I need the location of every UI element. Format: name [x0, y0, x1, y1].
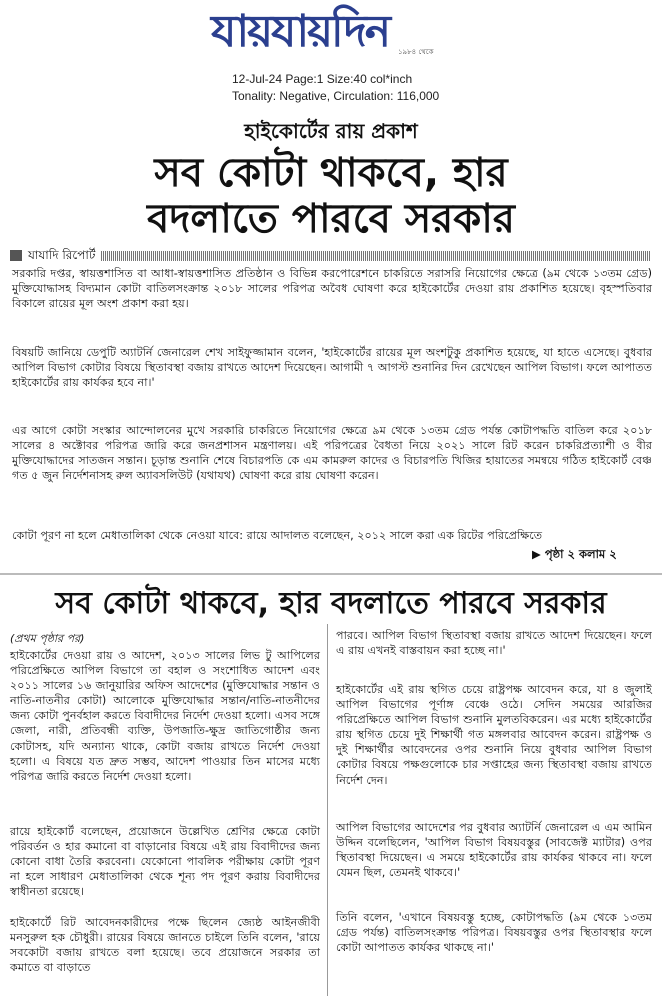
continuation-headline: সব কোটা থাকবে, হার বদলাতে পারবে সরকার: [55, 586, 607, 621]
continued-on-page-2: ▶ পৃষ্ঠা ২ কলাম ২: [532, 547, 617, 561]
clipping-meta-line2: Tonality: Negative, Circulation: 116,000: [232, 89, 440, 103]
column-rule: [327, 624, 328, 996]
continuation-right-paragraph: আপিল বিভাগের আদেশের পর বুধবার অ্যাটর্নি জেনারেল এ এম আমিন উদ্দিন বলেছিলেন, 'আপিল বিভাগ বিষয়বস্তুর (সাবজেক্ট ম্যাটার) ওপর স্থিতাবস্থা দিয়েছেন। এ সময়ে হাইকোর্টের রায় কার্যকর থাকবে না। ফলে যেমন ছিল, তেমনই থাকবে।': [336, 821, 652, 880]
article-paragraph: বিষয়টি জানিয়ে ডেপুটি অ্যাটর্নি জেনারেল শেখ সাইফুজ্জামান বলেন, 'হাইকোর্টের রায়ের মূল অংশটুকু প্রকাশিত হয়েছে, যা হাতে এসেছে। বুধবার আপিল বিভাগ কোটার বিষয়ে স্থিতাবস্থা বজায় রাখতে আদেশ দিয়েছেন। আগামী ৭ আগস্ট শুনানির দিন রেখেছেন আপিল বিভাগ। ফলে আপাতত হাইকোর্টের রায় কার্যকর হবে না।': [12, 346, 652, 390]
continuation-right-paragraph: হাইকোর্টের এই রায় স্থগিত চেয়ে রাষ্ট্রপক্ষ আবেদন করে, যা ৪ জুলাই আপিল বিভাগের পূর্ণাঙ্গ বেঞ্চে ওঠে। সেদিন সময়ের আরজির পরিপ্রেক্ষিতে আপিল বিভাগ শুনানি মুলতবিকরেন। এর মধ্যে হাইকোর্টের রায় স্থগিত চেয়ে দুই শিক্ষার্থী গত মঙ্গলবার আবেদন করেন। রাষ্ট্রপক্ষ ও দুই শিক্ষার্থীর আবেদনের ওপর শুনানি নিয়ে বুধবার আপিল বিভাগ কোটার বিষয়ে পক্ষগুলোকে চার সপ্তাহের জন্য স্থিতাবস্থা বজায় রাখতে নির্দেশ দেন।: [336, 683, 652, 787]
continuation-left-paragraph: রায়ে হাইকোর্ট বলেছেন, প্রয়োজনে উল্লেখিত শ্রেণির ক্ষেত্রে কোটা পরিবর্তন ও হার কমানো বা বাড়ানোর বিষয়ে এই রায় বিবাদীদের জন্য কোনো বাধা তৈরি করবেনা। যেকোনো পাবলিক পরীক্ষায় কোটা পূরণ না হলে সাধারণ মেধাতালিকা থেকে শূন্য পদ পূরণ করায় বিবাদীদের স্বাধীনতা রয়েছে।: [10, 825, 320, 899]
article-headline-line1: সব কোটা থাকবে, হার: [154, 150, 508, 196]
section-divider: [0, 573, 662, 575]
clipping-meta-line1: 12-Jul-24 Page:1 Size:40 col*inch: [232, 72, 413, 86]
article-headline-line2: বদলাতে পারবে সরকার: [147, 196, 515, 242]
continuation-left-paragraph: হাইকোর্টে রিট আবেদনকারীদের পক্ষে ছিলেন জ্যেষ্ঠ আইনজীবী মনসুরুল হক চৌধুরী। রায়ের বিষয়ে জানতে চাইলে তিনি বলেন, 'রায়ে সবকোটা বজায় রাখতে বলা হয়েছে। তবে প্রয়োজনে সরকার তা কমাতে বা বাড়াতে: [10, 916, 320, 975]
continued-from-note: (প্রথম পৃষ্ঠার পর): [10, 632, 85, 645]
masthead-tagline: ১৯৮৪ থেকে: [398, 48, 434, 56]
byline-marker: [10, 250, 22, 261]
article-paragraph: কোটা পূরণ না হলে মেধাতালিকা থেকে নেওয়া যাবে: রায়ে আদালত বলেছেন, ২০১২ সালে করা এক রিটের পরিপ্রেক্ষিতে: [12, 529, 543, 542]
continuation-right-paragraph: পারবে। আপিল বিভাগ স্থিতাবস্থা বজায় রাখতে আদেশ দিয়েছেন। ফলে এ রায় এখনই বাস্তবায়ন করা হচ্ছে না।': [336, 629, 652, 658]
continuation-left-paragraph: হাইকোর্টের দেওয়া রায় ও আদেশ, ২০১৩ সালের লিভ টু আপিলের পরিপ্রেক্ষিতে আপিল বিভাগে তা বহাল ও সংশোধিত আদেশ এবং ২০১১ সালের ১৬ জানুয়ারির অফিস আদেশের (মুক্তিযোদ্ধার সন্তান ও নাতি-নাতনীর কোটা) আলোকে মুক্তিযোদ্ধার সন্তান/নাতি-নাতনীদের জন্য কোটা পুনর্বহাল করতে বিবাদীদের নির্দেশ দেওয়া হলো। এসব সঙ্গে জেলা, নারী, প্রতিবন্ধী ব্যক্তি, উপজাতি-ক্ষুদ্র জাতিগোষ্ঠীর জন্য কোটাসহ, যদি অন্যান্য থাকে, কোটা বজায় রাখতে নির্দেশ দেওয়া হলো। এ বিষয়ে যত দ্রুত সম্ভব, আদেশ পাওয়ার তিন মাসের মধ্যে পরিপত্র জারি করতে নির্দেশ দেওয়া হলো।: [10, 649, 320, 783]
masthead-logo: যায়যায়দিন: [210, 6, 390, 57]
article-paragraph: সরকারি দপ্তর, স্বায়ত্তশাসিত বা আধা-স্বায়ত্তশাসিত প্রতিষ্ঠান ও বিভিন্ন করপোরেশনে চাকরিতে সরাসরি নিয়োগের ক্ষেত্রে (৯ম থেকে ১৩তম গ্রেড) মুক্তিযোদ্ধাসহ বিদ্যমান কোটা বাতিলসংক্রান্ত ২০১৮ সালের পরিপত্র অবৈধ ঘোষণা করে হাইকোর্টের দেওয়া রায় প্রকাশিত হয়েছে। বৃহস্পতিবার বিকালে রায়ের মূল অংশ প্রকাশ করা হয়।: [12, 267, 652, 311]
byline-rule: [101, 251, 650, 261]
byline: যাযাদি রিপোর্ট: [28, 248, 96, 262]
article-paragraph: এর আগে কোটা সংস্কার আন্দোলনের মুখে সরকারি চাকরিতে নিয়োগের ক্ষেত্রে ৯ম থেকে ১৩তম গ্রেড পর্যন্ত কোটাপদ্ধতি বাতিল করে ২০১৮ সালের ৪ অক্টোবর পরিপত্র জারি করে জনপ্রশাসন মন্ত্রণালয়। এই পরিপত্রের বৈধতা নিয়ে ২০২১ সালে রিট করেন চাকরিপ্রত্যাশী ও বীর মুক্তিযোদ্ধাদের সাতজন সন্তান। চূড়ান্ত শুনানি শেষে বিচারপতি কে এম কামরুল কাদের ও বিচারপতি খিজির হায়াতের সমন্বয়ে গঠিত হাইকোর্ট বেঞ্চ গত ৫ জুন নির্দেশনাসহ রুল অ্যাবসলিউট (যথাযথ) ঘোষণা করে রায় ঘোষণা করেন।: [12, 424, 652, 483]
article-kicker: হাইকোর্টের রায় প্রকাশ: [244, 119, 418, 143]
continuation-right-paragraph: তিনি বলেন, 'এখানে বিষয়বস্তু হচ্ছে, কোটাপদ্ধতি (৯ম থেকে ১৩তম গ্রেড পর্যন্ত) বাতিলসংক্রান্ত পরিপত্র। বিষয়বস্তুর ওপর স্থিতাবস্থার ফলে কোটা আপাতত কার্যকর থাকছে না।': [336, 911, 652, 955]
byline-bar: [10, 248, 650, 263]
